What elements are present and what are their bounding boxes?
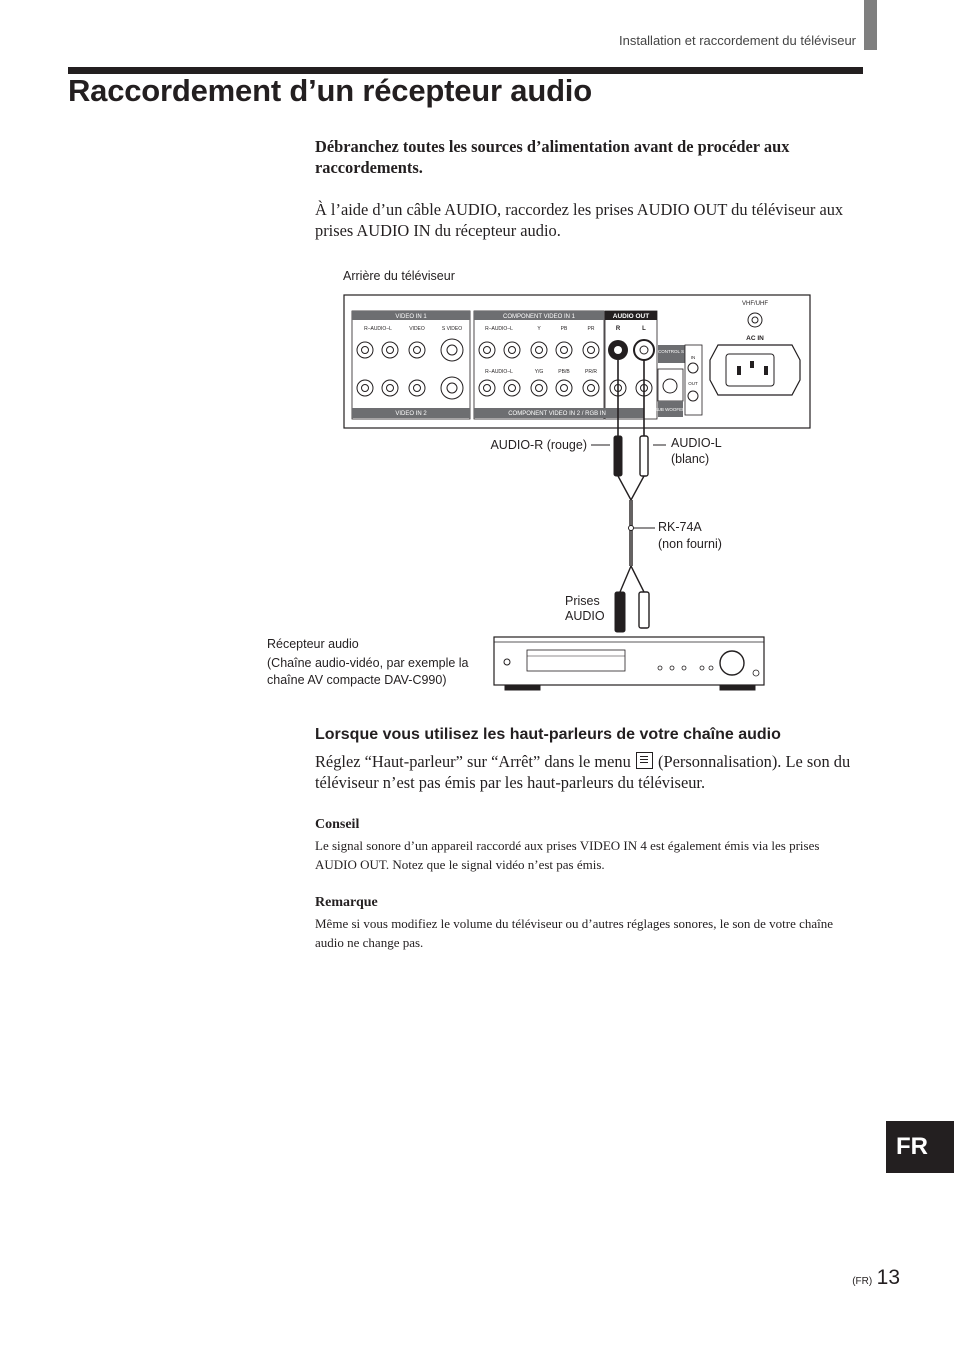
receiver-desc-2: chaîne AV compacte DAV-C990) — [267, 673, 447, 687]
panel-component-video-in-1: COMPONENT VIDEO IN 1 — [503, 314, 575, 320]
conseil-text: Le signal sonore d’un appareil raccordé aux prises VIDEO IN 4 est également émis via les prises AUDIO OUT. Notez que le signal vidéo n’est pas émis. — [315, 838, 820, 872]
conseil-title: Conseil — [315, 817, 360, 832]
section-body — [315, 751, 860, 793]
page-number: 13 — [876, 1266, 900, 1289]
tv-rear-panel — [344, 295, 810, 428]
panel-r-audio-l-2: R–AUDIO–L — [485, 326, 513, 332]
panel-s-video: S VIDEO — [441, 326, 463, 332]
cable-note: (non fourni) — [658, 537, 722, 551]
panel-r-audio-l-3: R–AUDIO–L — [485, 369, 513, 375]
panel-control-s: CONTROL S — [657, 349, 685, 354]
remarque-title: Remarque — [315, 895, 378, 910]
instruction-text: À l’aide d’un câble AUDIO, raccordez les prises AUDIO OUT du téléviseur aux prises AUDIO IN du récepteur audio. — [315, 200, 844, 240]
panel-in: IN — [690, 355, 696, 360]
tv-rear-label: Arrière du téléviseur — [343, 269, 455, 283]
panel-video-in-2: VIDEO IN 2 — [395, 411, 427, 417]
panel-sub-woofer: SUB WOOFER — [654, 407, 686, 412]
panel-y-g: Y/G — [534, 369, 544, 375]
panel-pr: PR — [587, 326, 595, 332]
running-header: Installation et raccordement du téléviseur — [618, 33, 856, 48]
personnalisation-menu-icon — [636, 752, 653, 769]
warning-text: Débranchez toutes les sources d’alimentation avant de procéder aux raccordements. — [315, 137, 790, 177]
panel-audio-out-l: L — [642, 326, 646, 332]
panel-audio-out-r: R — [615, 326, 621, 332]
panel-video-in-1: VIDEO IN 1 — [395, 314, 427, 320]
language-tab: FR — [886, 1121, 954, 1173]
section-body-start: Réglez “Haut-parleur” sur “Arrêt” dans le menu — [315, 752, 631, 771]
panel-pb: PB — [560, 326, 568, 332]
audio-label: AUDIO — [565, 609, 605, 623]
panel-ac-in: AC IN — [746, 335, 764, 342]
panel-pb-b: PB/B — [558, 369, 570, 375]
audio-r-label: AUDIO-R (rouge) — [490, 438, 587, 452]
audio-l-color: (blanc) — [671, 452, 710, 466]
audio-receiver — [494, 637, 764, 690]
panel-pr-r: PR/R — [585, 369, 597, 375]
panel-audio-out: AUDIO OUT — [612, 313, 650, 320]
panel-out: OUT — [688, 381, 698, 386]
prises-label: Prises — [565, 594, 600, 608]
panel-video: VIDEO — [409, 326, 425, 332]
audio-l-label: AUDIO-L — [671, 436, 722, 450]
page-title: Raccordement d’un récepteur audio — [68, 73, 592, 108]
receiver-desc-1: (Chaîne audio-vidéo, par exemple la — [267, 656, 469, 670]
section-body-end: (Personnalisation). Le son du téléviseur n’est pas émis par les haut-parleurs du téléviseur. — [315, 752, 851, 792]
receiver-label: Récepteur audio — [267, 637, 359, 651]
footer-lang: (FR) — [852, 1276, 873, 1287]
panel-r-audio-l-1: R–AUDIO–L — [364, 326, 392, 332]
remarque-text: Même si vous modifiez le volume du téléviseur ou d’autres réglages sonores, le son de votre chaîne audio ne change pas. — [315, 916, 834, 950]
section-heading: Lorsque vous utilisez les haut-parleurs de votre chaîne audio — [315, 726, 781, 743]
page-footer — [852, 1266, 900, 1290]
cable-label: RK-74A — [658, 520, 702, 534]
panel-y: Y — [537, 326, 541, 332]
panel-vhf-uhf: VHF/UHF — [742, 301, 768, 307]
panel-component-video-in-2: COMPONENT VIDEO IN 2 / RGB IN — [508, 411, 606, 417]
